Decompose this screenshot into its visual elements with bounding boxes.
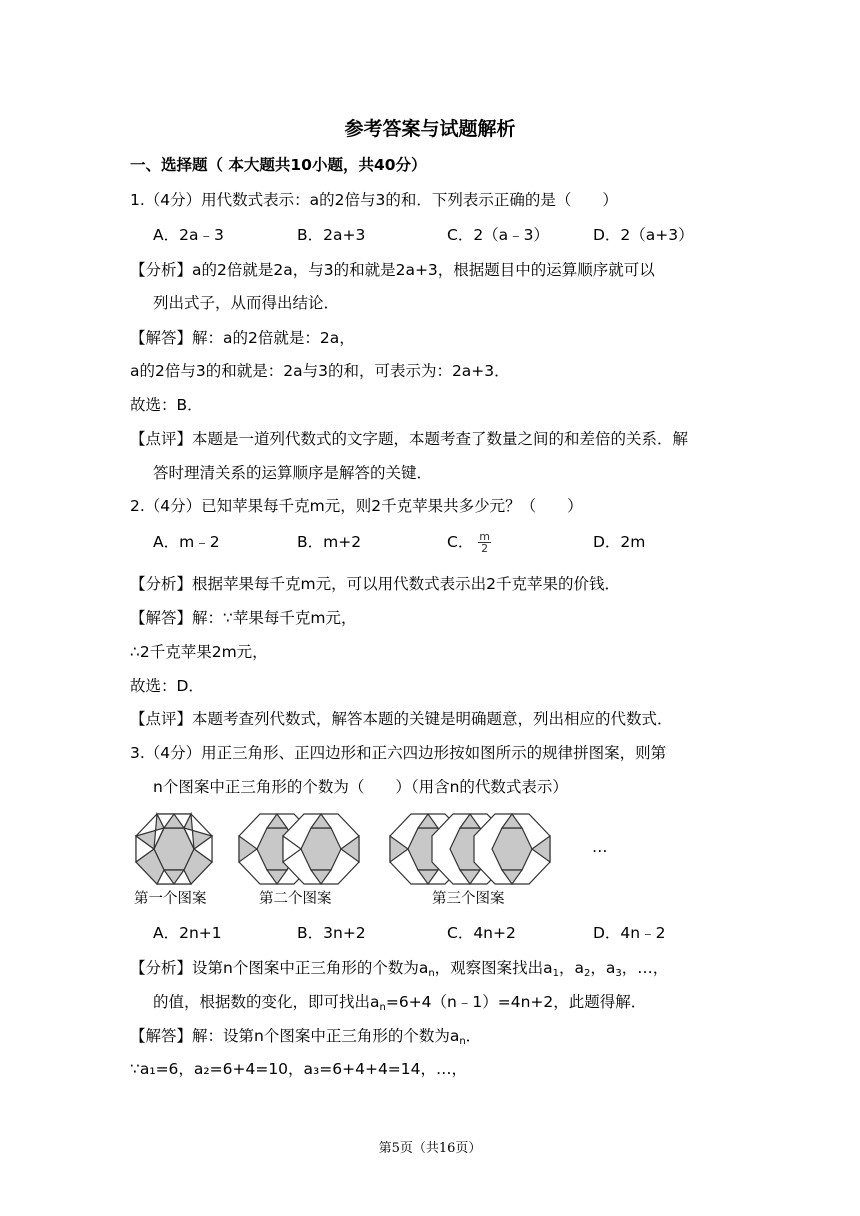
q2-option-a: A．m﹣2 [153, 533, 220, 551]
figure-caption-2: 第二个图案 [259, 891, 332, 907]
q1-analysis-line-2: 列出式子，从而得出结论． [153, 294, 340, 312]
fraction-denominator: 2 [481, 542, 489, 555]
q3-option-b: B．3n+2 [297, 924, 366, 942]
q1-choice: 故选：B． [130, 396, 203, 414]
text: 【分析】设第n个图案中正三角形的个数为a [130, 959, 429, 977]
text: =6+4（n﹣1）=4n+2，此题得解． [385, 993, 647, 1011]
text: 【解答】解：设第n个图案中正三角形的个数为a [130, 1027, 460, 1045]
q1-answer-line-2: a的2倍与3的和就是：2a与3的和，可表示为：2a+3． [130, 362, 510, 380]
q3-stem-line-1: 3.（4分）用正三角形、正四边形和正六四边形按如图所示的规律拼图案，则第 [130, 744, 667, 762]
q2-option-c-label: C． [447, 533, 474, 551]
q1-stem: 1.（4分）用代数式表示：a的2倍与3的和．下列表示正确的是（ ） [130, 191, 618, 209]
fraction [478, 531, 491, 554]
q2-answer-line-1: 【解答】解：∵苹果每千克m元， [130, 609, 357, 627]
q2-comment: 【点评】本题考查列代数式，解答本题的关键是明确题意，列出相应的代数式． [130, 710, 673, 728]
q3-analysis-line-2: 的值，根据数的变化，即可找出$a_n=6+4(n﹣1)=4n+2$，此题得解． [153, 993, 647, 1013]
tile-unit [474, 814, 550, 884]
q1-analysis-line-1: 【分析】a的2倍就是2a，与3的和就是2a+3，根据题目中的运算顺序就可以 [130, 261, 655, 279]
q2-stem: 2.（4分）已知苹果每千克m元，则2千克苹果共多少元？（ ） [130, 497, 583, 515]
q1-comment-line-2: 答时理清关系的运算顺序是解答的关键． [153, 464, 433, 482]
figure-ellipsis: … [592, 838, 608, 856]
q3-analysis-line-1: 【分析】设第n个图案中正三角形的个数为$a_n$，观察图案找出$a_1$，$a_2$，$a_3$，…， [130, 959, 669, 979]
q2-choice: 故选：D． [130, 677, 204, 695]
page-footer: 第5页（共16页） [378, 1141, 482, 1156]
q3-option-a: A．2n+1 [153, 924, 222, 942]
q2-answer-line-2: ∴2千克苹果2m元， [130, 643, 268, 661]
section-heading: 一、选择题（ 本大题共10小题，共40分） [130, 156, 427, 174]
text: ，…， [621, 959, 669, 977]
q2-option-c [447, 531, 491, 554]
q1-option-b: B．2a+3 [297, 226, 366, 244]
tile-unit [136, 814, 212, 884]
q3-answer-line-1: 【解答】解：设第n个图案中正三角形的个数为$a_n$． [130, 1027, 482, 1047]
pattern-figure-2 [237, 812, 361, 886]
q2-option-d: D．2m [593, 533, 646, 551]
q3-answer-line-2: ∵a₁=6，a₂=6+4=10，a₃=6+4+4=14，…， [130, 1060, 468, 1078]
q1-option-d: D．2（a+3） [593, 226, 694, 244]
q3-option-c: C．4n+2 [447, 924, 516, 942]
q3-option-d: D．4n﹣2 [593, 924, 666, 942]
page-title: 参考答案与试题解析 [344, 118, 516, 140]
fraction-numerator: m [479, 530, 490, 543]
q1-option-a: A．2a﹣3 [153, 226, 224, 244]
q2-option-b: B．m+2 [297, 533, 362, 551]
q1-comment-line-1: 【点评】本题是一道列代数式的文字题，本题考查了数量之间的和差倍的关系．解 [130, 430, 689, 448]
figure-caption-1: 第一个图案 [134, 891, 207, 907]
q1-answer-line-1: 【解答】解：a的2倍就是：2a， [130, 329, 355, 347]
q3-stem-line-2: n个图案中正三角形的个数为（ ）（用含n的代数式表示） [153, 778, 568, 796]
q1-option-c: C．2（a﹣3） [447, 226, 550, 244]
pattern-figure-3 [388, 812, 552, 886]
q2-analysis: 【分析】根据苹果每千克m元，可以用代数式表示出2千克苹果的价钱． [130, 575, 620, 593]
pattern-figure-1 [134, 812, 214, 886]
tile-unit [283, 814, 359, 884]
figure-caption-3: 第三个图案 [432, 891, 505, 907]
text: ，观察图案找出a [434, 959, 553, 977]
text: 的值，根据数的变化，即可找出a [153, 993, 380, 1011]
